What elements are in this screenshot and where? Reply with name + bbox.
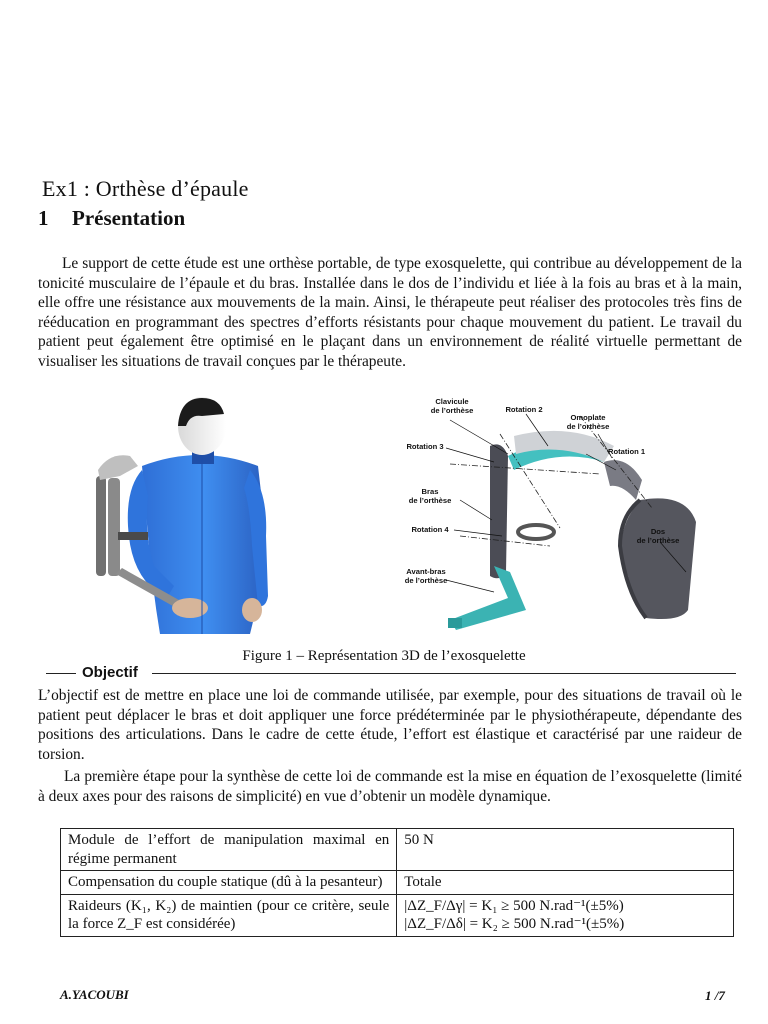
svg-text:Brasde l’orthèse bbox=[409, 487, 452, 505]
label-rotation-2: Rotation 2 bbox=[505, 405, 543, 414]
label-rotation-4: Rotation 4 bbox=[411, 525, 449, 534]
label-bras-sub: de l’orthèse bbox=[408, 496, 452, 505]
specifications-table bbox=[60, 828, 734, 937]
label-clavicule: Clavicule bbox=[435, 397, 469, 406]
section-title: Présentation bbox=[72, 206, 186, 230]
criterion-cell: Module de l’effort de manipulation maximal en régime permanent bbox=[61, 829, 397, 871]
table-row bbox=[61, 894, 734, 936]
value-cell: Totale bbox=[397, 871, 734, 895]
svg-text:Omoplatede l’orthèse bbox=[567, 413, 610, 431]
objective-rule-left bbox=[46, 673, 76, 674]
exoskeleton-diagram bbox=[390, 396, 720, 640]
label-dos: Dos bbox=[650, 527, 666, 536]
svg-text:Avant-brasde l’orthèse bbox=[405, 567, 448, 585]
stiffness-k1: |ΔZ_F/Δγ| = K₁ ≥ 500 N.rad⁻¹(±5%) bbox=[404, 897, 624, 914]
figure-caption: Figure 1 – Représentation 3D de l’exosquelette bbox=[242, 648, 526, 664]
label-avant-bras-sub: de l’orthèse bbox=[404, 576, 448, 585]
section-heading bbox=[38, 206, 185, 231]
criterion-cell: Raideurs (K₁, K₂) de maintien (pour ce critère, seule la force Z_F est considérée) bbox=[61, 894, 397, 936]
label-omoplate-sub: de l’orthèse bbox=[566, 422, 610, 431]
label-clavicule-sub: de l’orthèse bbox=[430, 406, 474, 415]
svg-text:Claviculede l’orthèse bbox=[431, 397, 474, 415]
patient-illustration bbox=[90, 396, 290, 640]
label-dos-sub: de l’orthèse bbox=[636, 536, 680, 545]
exercise-title: Ex1 : Orthèse d’épaule bbox=[42, 176, 249, 201]
author-footer: A.YACOUBI bbox=[60, 987, 129, 1002]
objective-rule-right bbox=[152, 673, 736, 674]
label-rotation-3: Rotation 3 bbox=[406, 442, 444, 451]
value-cell bbox=[397, 894, 734, 936]
label-rotation-1: Rotation 1 bbox=[608, 447, 646, 456]
table-row bbox=[61, 829, 734, 871]
intro-paragraph: Le support de cette étude est une orthèse portable, de type exosquelette, qui contribue au développement de la tonicité musculaire de l’épaule et du bras. Installée dans le dos de l’individu et liée à la fois au bras et à la main, elle offre une résistance aux mouvements de la main. Ainsi, le thérapeute peut réaliser des protocoles très fins de rééducation en programmant des spectres d’efforts résistants pour chaque mouvement du patient. Le travail du patient peut également être optimisé en le plaçant dans un environnement de réalité virtuelle permettant de visualiser les situations de travail conçues par le thérapeute. bbox=[38, 255, 742, 370]
objective-title: Objectif bbox=[82, 664, 138, 681]
figure-1 bbox=[90, 396, 710, 640]
label-avant-bras: Avant-bras bbox=[406, 567, 446, 576]
criterion-cell: Compensation du couple statique (dû à la pesanteur) bbox=[61, 871, 397, 895]
label-omoplate: Omoplate bbox=[570, 413, 606, 422]
method-paragraph: La première étape pour la synthèse de cette loi de commande est la mise en équation de l’exosquelette (limité à deux axes pour des raisons de simplicité) en vue d’obtenir un modèle dynamique. bbox=[38, 768, 742, 805]
table-row bbox=[61, 871, 734, 895]
value-cell: 50 N bbox=[397, 829, 734, 871]
label-bras: Bras bbox=[421, 487, 439, 496]
section-number: 1 bbox=[38, 206, 49, 230]
objective-paragraph: L’objectif est de mettre en place une loi de commande utilisée, par exemple, pour des situations de travail où le patient peut déplacer le bras et doit appliquer une force prédéterminée par le physiothérapeute, dépendante des positions des articulations. Dans le cadre de cette étude, l’effort est élastique et caractérisé par une raideur de torsion. bbox=[38, 687, 742, 763]
page-number: 1 /7 bbox=[705, 988, 725, 1003]
stiffness-k2: |ΔZ_F/Δδ| = K₂ ≥ 500 N.rad⁻¹(±5%) bbox=[404, 916, 625, 932]
